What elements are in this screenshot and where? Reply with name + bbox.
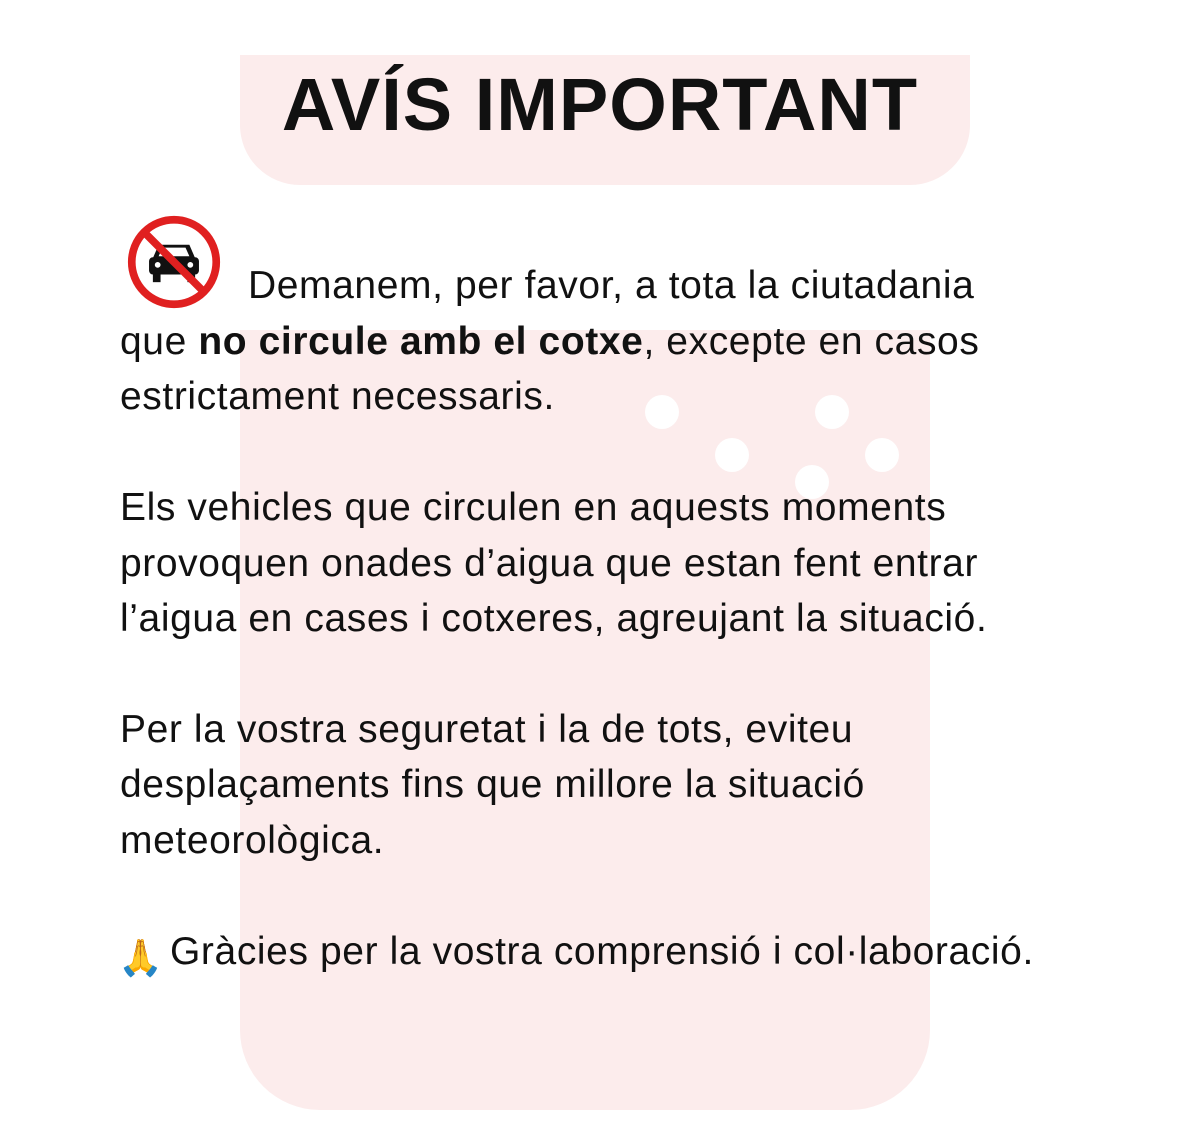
- paragraph2-line: Els vehicles que circulen en aquests moments: [120, 486, 947, 529]
- paragraph3-line: desplaçaments fins que millore la situació: [120, 763, 865, 806]
- page-title: AVÍS IMPORTANT: [281, 63, 919, 146]
- closing-text: Gràcies per la vostra comprensió i col·laboració.: [170, 930, 1034, 973]
- paragraph2-line: l’aigua en cases i cotxeres, agreujant la situació.: [120, 597, 988, 640]
- text: que: [120, 320, 199, 363]
- paragraph3-line: Per la vostra seguretat i la de tots, eviteu: [120, 708, 854, 751]
- no-car-icon: [126, 214, 222, 310]
- watermark-dot: [865, 438, 899, 472]
- watermark-dot: [645, 395, 679, 429]
- paragraph3-line: meteorològica.: [120, 819, 385, 862]
- folded-hands-icon: 🙏: [118, 937, 163, 978]
- watermark-dot: [815, 395, 849, 429]
- text: , excepte en casos: [643, 320, 980, 363]
- bold-emphasis: no circule amb el cotxe: [198, 320, 644, 363]
- paragraph2-line: provoquen onades d’aigua que estan fent entrar: [120, 542, 979, 585]
- paragraph1-line3: estrictament necessaris.: [120, 375, 555, 418]
- paragraph1-line1: Demanem, per favor, a tota la ciutadania: [248, 264, 975, 307]
- watermark-dot: [715, 438, 749, 472]
- paragraph1-line2: [120, 320, 979, 364]
